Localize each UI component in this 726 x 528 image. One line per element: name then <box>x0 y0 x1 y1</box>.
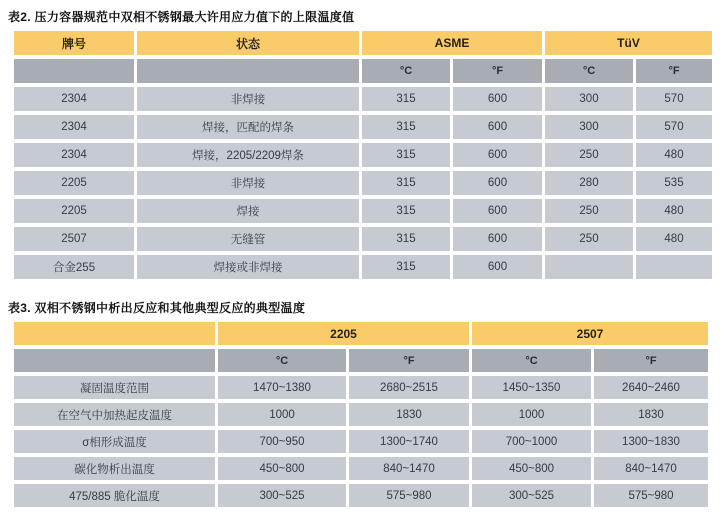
table2-pressure-vessel-limits <box>11 27 715 283</box>
value-cell: 300~525 <box>472 484 591 507</box>
empty-subheader-cell <box>14 349 215 372</box>
value-cell: 575~980 <box>594 484 708 507</box>
value-cell: 480 <box>636 227 712 251</box>
unit-header-celsius: °C <box>362 59 450 83</box>
value-cell: 250 <box>545 143 633 167</box>
unit-header-fahrenheit: °F <box>636 59 712 83</box>
reaction-label-cell: 在空气中加热起皮温度 <box>14 403 215 426</box>
unit-header-celsius: °C <box>218 349 346 372</box>
table-row <box>14 227 712 251</box>
empty-subheader-cell <box>14 59 134 83</box>
value-cell: 300 <box>545 87 633 111</box>
grade-cell: 2205 <box>14 171 134 195</box>
value-cell: 700~950 <box>218 430 346 453</box>
grade-2205-group-header: 2205 <box>218 322 469 345</box>
value-cell: 315 <box>362 115 450 139</box>
empty-value-cell <box>636 255 712 279</box>
table3-title: 表3. 双相不锈钢中析出反应和其他典型反应的典型温度 <box>8 301 306 315</box>
empty-header-cell <box>14 322 215 345</box>
value-cell: 450~800 <box>218 457 346 480</box>
value-cell: 1000 <box>472 403 591 426</box>
table2-group-header-row <box>14 31 712 55</box>
value-cell: 315 <box>362 255 450 279</box>
value-cell: 600 <box>453 115 542 139</box>
value-cell: 1450~1350 <box>472 376 591 399</box>
value-cell: 600 <box>453 143 542 167</box>
unit-header-celsius: °C <box>472 349 591 372</box>
reaction-label-cell: σ相形成温度 <box>14 430 215 453</box>
grade-cell: 2304 <box>14 143 134 167</box>
grade-cell: 合金255 <box>14 255 134 279</box>
unit-header-celsius: °C <box>545 59 633 83</box>
table2-title: 表2. 压力容器规范中双相不锈钢最大许用应力值下的上限温度值 <box>8 10 355 24</box>
condition-cell: 焊接或非焊接 <box>137 255 359 279</box>
value-cell: 2640~2460 <box>594 376 708 399</box>
value-cell: 1830 <box>594 403 708 426</box>
value-cell: 600 <box>453 255 542 279</box>
value-cell: 315 <box>362 227 450 251</box>
table2-unit-header-row <box>14 59 712 83</box>
condition-column-header: 状态 <box>137 31 359 55</box>
value-cell: 250 <box>545 227 633 251</box>
value-cell: 600 <box>453 171 542 195</box>
value-cell: 1000 <box>218 403 346 426</box>
reaction-label-cell: 凝固温度范围 <box>14 376 215 399</box>
grade-cell: 2304 <box>14 87 134 111</box>
grade-cell: 2304 <box>14 115 134 139</box>
value-cell: 1830 <box>349 403 469 426</box>
table-row <box>14 115 712 139</box>
empty-value-cell <box>545 255 633 279</box>
table-row <box>14 484 708 507</box>
table-row <box>14 199 712 223</box>
value-cell: 600 <box>453 199 542 223</box>
unit-header-fahrenheit: °F <box>594 349 708 372</box>
grade-2507-group-header: 2507 <box>472 322 708 345</box>
condition-cell: 非焊接 <box>137 171 359 195</box>
table3-typical-reaction-temperatures <box>11 318 711 511</box>
value-cell: 480 <box>636 199 712 223</box>
unit-header-fahrenheit: °F <box>453 59 542 83</box>
value-cell: 1300~1830 <box>594 430 708 453</box>
reaction-label-cell: 碳化物析出温度 <box>14 457 215 480</box>
condition-cell: 焊接，匹配的焊条 <box>137 115 359 139</box>
condition-cell: 焊接，2205/2209焊条 <box>137 143 359 167</box>
reaction-label-cell: 475/885 脆化温度 <box>14 484 215 507</box>
condition-cell: 无缝管 <box>137 227 359 251</box>
table3-unit-header-row <box>14 349 708 372</box>
unit-header-fahrenheit: °F <box>349 349 469 372</box>
table-row <box>14 171 712 195</box>
value-cell: 570 <box>636 87 712 111</box>
value-cell: 700~1000 <box>472 430 591 453</box>
value-cell: 300 <box>545 115 633 139</box>
table3-group-header-row <box>14 322 708 345</box>
value-cell: 250 <box>545 199 633 223</box>
condition-cell: 焊接 <box>137 199 359 223</box>
value-cell: 840~1470 <box>349 457 469 480</box>
value-cell: 600 <box>453 87 542 111</box>
tuv-group-header: TüV <box>545 31 712 55</box>
table-row <box>14 430 708 453</box>
value-cell: 315 <box>362 143 450 167</box>
table-row <box>14 143 712 167</box>
grade-column-header: 牌号 <box>14 31 134 55</box>
table-row <box>14 457 708 480</box>
value-cell: 315 <box>362 87 450 111</box>
value-cell: 575~980 <box>349 484 469 507</box>
table-row <box>14 255 712 279</box>
value-cell: 840~1470 <box>594 457 708 480</box>
value-cell: 450~800 <box>472 457 591 480</box>
value-cell: 2680~2515 <box>349 376 469 399</box>
empty-subheader-cell <box>137 59 359 83</box>
value-cell: 600 <box>453 227 542 251</box>
value-cell: 570 <box>636 115 712 139</box>
value-cell: 300~525 <box>218 484 346 507</box>
condition-cell: 非焊接 <box>137 87 359 111</box>
table-row <box>14 376 708 399</box>
value-cell: 1470~1380 <box>218 376 346 399</box>
table-row <box>14 403 708 426</box>
value-cell: 280 <box>545 171 633 195</box>
value-cell: 480 <box>636 143 712 167</box>
grade-cell: 2507 <box>14 227 134 251</box>
grade-cell: 2205 <box>14 199 134 223</box>
asme-group-header: ASME <box>362 31 542 55</box>
value-cell: 315 <box>362 171 450 195</box>
value-cell: 1300~1740 <box>349 430 469 453</box>
table-row <box>14 87 712 111</box>
value-cell: 315 <box>362 199 450 223</box>
value-cell: 535 <box>636 171 712 195</box>
